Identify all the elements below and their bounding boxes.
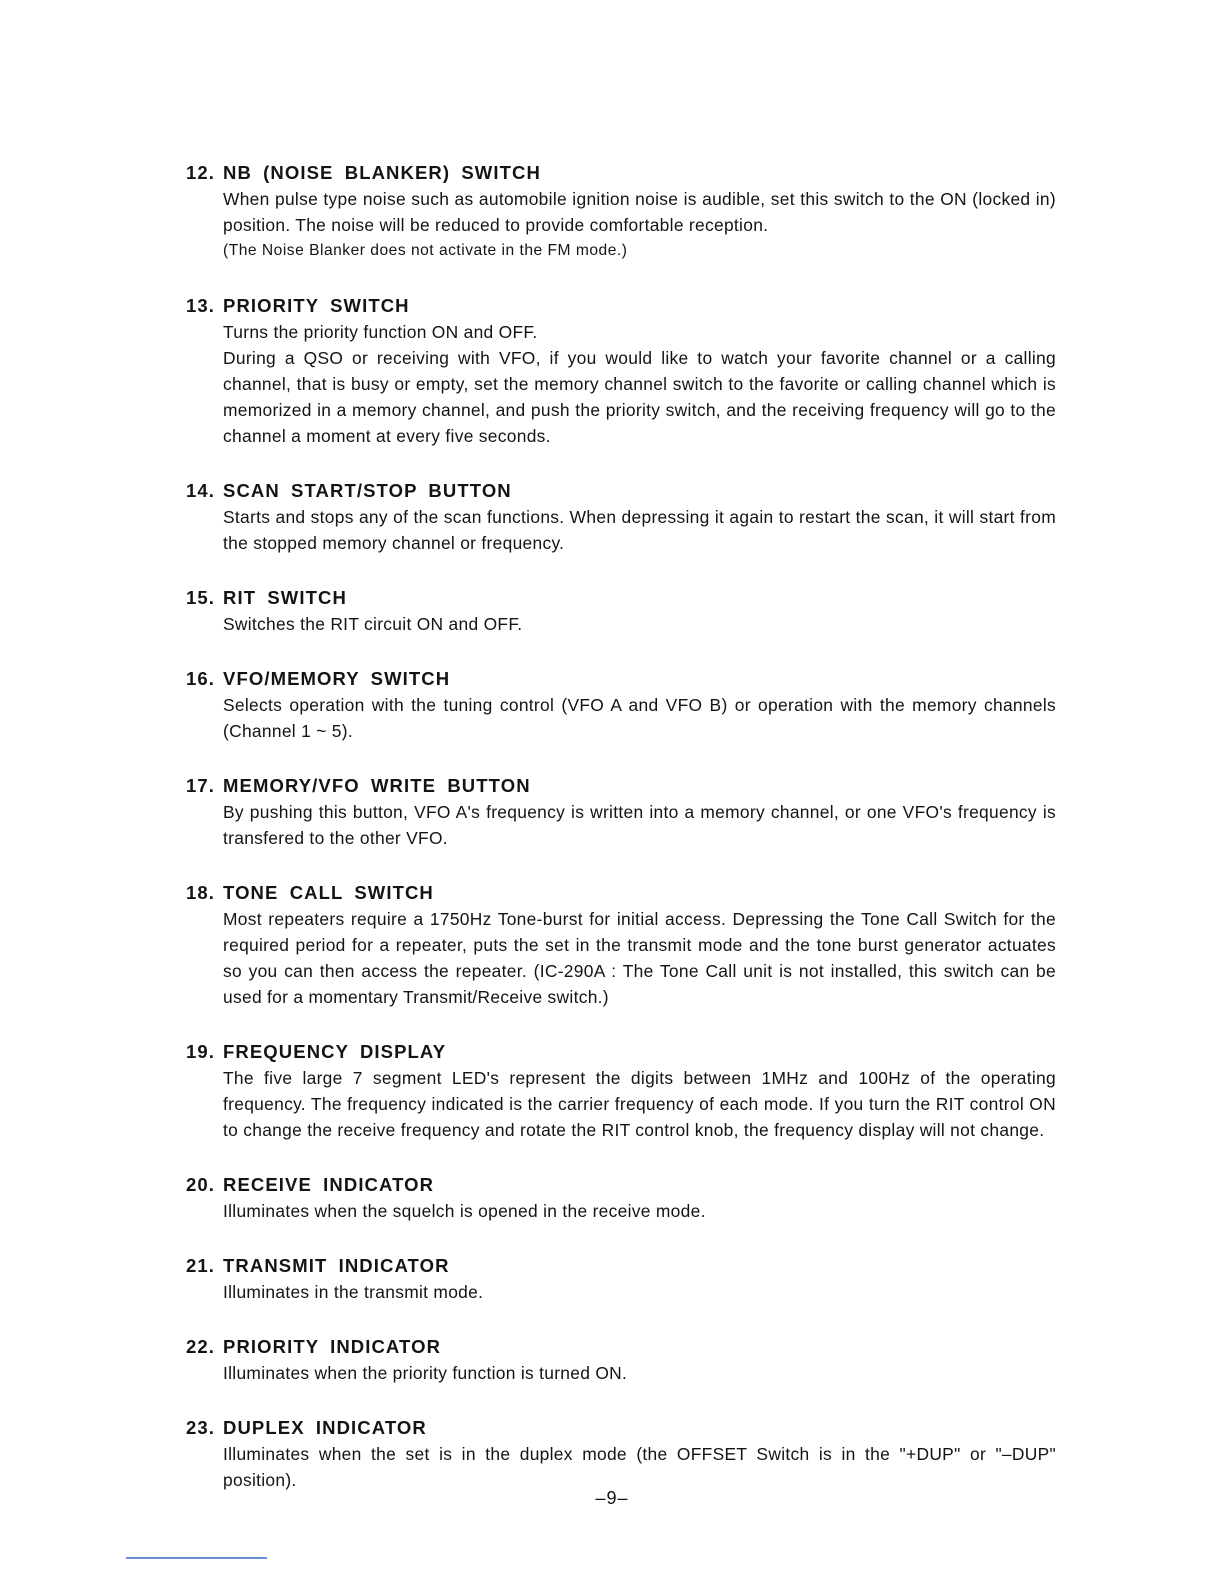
item-paragraph: By pushing this button, VFO A's frequency is written into a memory channel, or one VFO's frequency is transfered to the other VFO. [223,802,1056,848]
item-title: PRIORITY SWITCH [223,295,410,316]
item-heading [186,293,1056,319]
item-title: VFO/MEMORY SWITCH [223,668,451,689]
item-title: FREQUENCY DISPLAY [223,1041,447,1062]
item-duplex-indicator [186,1415,1056,1493]
item-title: PRIORITY INDICATOR [223,1336,442,1357]
item-paragraph: Illuminates when the squelch is opened in the receive mode. [223,1201,706,1221]
item-title: MEMORY/VFO WRITE BUTTON [223,775,531,796]
item-title: DUPLEX INDICATOR [223,1417,427,1438]
item-heading [186,1415,1056,1441]
item-vfo-memory-switch [186,666,1056,744]
item-number: 17. [186,775,216,796]
item-paragraph: Illuminates when the priority function is turned ON. [223,1363,628,1383]
item-paragraph: During a QSO or receiving with VFO, if you would like to watch your favorite channel or a calling channel, that is busy or empty, set the memory channel switch to the favorite or calling channel which is memorized in a memory channel, and push the priority switch, and the receiving frequency will go to the channel a moment at every five seconds. [223,348,1056,446]
item-memory-write-button [186,773,1056,851]
item-receive-indicator [186,1172,1056,1224]
scan-edge-line [126,1557,267,1559]
item-rit-switch [186,585,1056,637]
item-heading [186,1253,1056,1279]
item-heading [186,666,1056,692]
item-description [223,1279,1056,1305]
item-paragraph: Starts and stops any of the scan functions. When depressing it again to restart the scan, it will start from the stopped memory channel or frequency. [223,507,1056,553]
item-title: RECEIVE INDICATOR [223,1174,435,1195]
item-title: TONE CALL SWITCH [223,882,434,903]
item-description [223,1198,1056,1224]
item-number: 19. [186,1041,216,1062]
item-title: SCAN START/STOP BUTTON [223,480,512,501]
item-note: (The Noise Blanker does not activate in the FM mode.) [223,242,628,259]
item-description [223,1065,1056,1143]
item-description [223,692,1056,744]
item-tone-call-switch [186,880,1056,1010]
item-heading [186,773,1056,799]
item-scan-button [186,478,1056,556]
item-number: 12. [186,162,216,183]
item-frequency-display [186,1039,1056,1143]
item-number: 18. [186,882,216,903]
control-descriptions-list [186,160,1056,1522]
item-description [223,611,1056,637]
item-paragraph: Illuminates when the set is in the duplex mode (the OFFSET Switch is in the "+DUP" or "–DUP" position). [223,1444,1056,1490]
item-number: 14. [186,480,216,501]
item-paragraph: Selects operation with the tuning control (VFO A and VFO B) or operation with the memory channels (Channel 1 ~ 5). [223,695,1056,741]
item-paragraph: Illuminates in the transmit mode. [223,1282,484,1302]
item-nb-switch [186,160,1056,264]
item-description [223,906,1056,1010]
item-description [223,319,1056,449]
item-heading [186,880,1056,906]
item-transmit-indicator [186,1253,1056,1305]
item-number: 22. [186,1336,216,1357]
item-number: 15. [186,587,216,608]
item-number: 16. [186,668,216,689]
item-paragraph: Most repeaters require a 1750Hz Tone-burst for initial access. Depressing the Tone Call Switch for the required period for a repeater, puts the set in the transmit mode and the tone burst generator actuates so you can then access the repeater. (IC-290A : The Tone Call unit is not installed, this switch can be used for a momentary Transmit/Receive switch.) [223,909,1056,1007]
item-description [223,1441,1056,1493]
item-paragraph: Turns the priority function ON and OFF. [223,322,538,342]
item-heading [186,1172,1056,1198]
item-description [223,1360,1056,1386]
item-number: 21. [186,1255,216,1276]
item-heading [186,160,1056,186]
item-title: NB (NOISE BLANKER) SWITCH [223,162,541,183]
item-number: 23. [186,1417,216,1438]
item-number: 13. [186,295,216,316]
item-heading [186,478,1056,504]
item-description [223,504,1056,556]
item-number: 20. [186,1174,216,1195]
item-paragraph: The five large 7 segment LED's represent the digits between 1MHz and 100Hz of the operating frequency. The frequency indicated is the carrier frequency of each mode. If you turn the RIT control ON to change the receive frequency and rotate the RIT control knob, the frequency display will not change. [223,1068,1056,1140]
item-heading [186,585,1056,611]
item-title: RIT SWITCH [223,587,347,608]
item-priority-switch [186,293,1056,449]
page-number: –9– [595,1488,629,1508]
item-paragraph: Switches the RIT circuit ON and OFF. [223,614,523,634]
item-description [223,186,1056,264]
item-heading [186,1039,1056,1065]
item-description [223,799,1056,851]
item-title: TRANSMIT INDICATOR [223,1255,450,1276]
item-priority-indicator [186,1334,1056,1386]
item-paragraph: When pulse type noise such as automobile ignition noise is audible, set this switch to the ON (locked in) position. The noise will be reduced to provide comfortable reception. [223,189,1056,235]
item-heading [186,1334,1056,1360]
